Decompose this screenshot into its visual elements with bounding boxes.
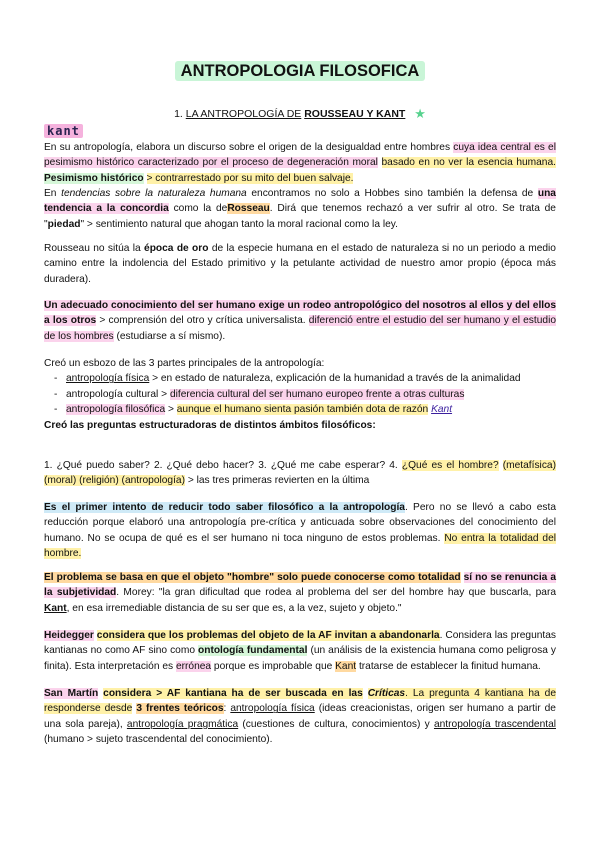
paragraph-10: San Martín considera > AF kantiana ha de ser buscada en las Críticas. La pregunta 4 kantiana ha de responderse desde 3 frentes teóricos: antropología física (ideas creacionistas, origen ser humano a partir de una sola pareja), antropología pragmática (cuestiones de cultura, conocimientos) y antropología trascendental (humano > sujeto trascendental del conocimiento). (44, 688, 556, 746)
star-icon: ★ (414, 106, 426, 121)
paragraph-1: En su antropología, elabora un discurso sobre el origen de la desigualdad entre hombres cuya idea central es el pesimismo histórico caracterizado por el proceso de degeneración moral basado en no ver la esencia humana. Pesimismo histórico > contrarrestado por su mito del buen salvaje. (44, 142, 556, 184)
anthropology-parts-list (44, 371, 556, 417)
paragraph-2: En tendencias sobre la naturaleza humana encontramos no solo a Hobbes sino también la defensa de una tendencia a la concordia como la deRosseau. Dirá que tenemos rechazó a ver sufrir al otro. Se trata de "piedad" > sentimiento natural que ahogan tanto la moral racional como la ley. (44, 188, 556, 230)
list-item: - antropología física > en estado de naturaleza, explicación de la humanidad a través de la animalidad (54, 373, 521, 385)
paragraph-3: Rousseau no sitúa la época de oro de la especie humana en el estado de naturaleza si no un periodo a medio camino entre la indolencia del Estado primitivo y la petulante actividad de nuestro amor propio (época más duradera). (44, 243, 556, 285)
document-title: ANTROPOLOGIA FILOSOFICA (0, 62, 600, 81)
paragraph-4: Un adecuado conocimiento del ser humano exige un rodeo antropológico del nosotros al ellos y del ellos a los otros > comprensión del otro y crítica universalista. diferenció entre el estudio del ser humano y el estudio de los hombres (estudiarse a sí mismo). (44, 300, 556, 342)
paragraph-8: El problema se basa en que el objeto "hombre" solo puede conocerse como totalidad sí no se renuncia a la subjetividad. Morey: "la gran dificultad que rodea al problema del ser del hombre hay que buscarla, para Kant, en esa irremediable distancia de su ser que es, a la vez, sujeto y objeto." (44, 572, 557, 614)
paragraph-5: Creó un esbozo de las 3 partes principales de la antropología: - antropología física > en estado de naturaleza, explicación de la humanidad a través de la animalidad - antropología cultural > diferencia cultural del ser humano europeo frente a otras culturas - antropología filosófica > aunque el humano sienta pasión también dota de razón Kant Creó las preguntas estructuradoras de distintos ámbitos filosóficos: (44, 356, 556, 433)
list-item: - antropología cultural > diferencia cultural del ser humano europeo frente a otras culturas (54, 388, 465, 400)
paragraph-6: 1. ¿Qué puedo saber? 2. ¿Qué debo hacer? 3. ¿Qué me cabe esperar? 4. ¿Qué es el hombre? (metafísica) (moral) (religión) (antropología) > las tres primeras revierten en la última (44, 460, 556, 487)
paragraph-7: Es el primer intento de reducir todo saber filosófico a la antropología. Pero no se llevó a cabo esta reducción porque elaboró una antropología pre-crítica y anticuada sobre observaciones del conocimiento del humano. No se ocupa de qué es el ser humano ni toca ninguno de estos problemas. No entra la totalidad del hombre. (44, 502, 557, 560)
paragraph-9: Heidegger considera que los problemas del objeto de la AF invitan a abandonarla. Considera las preguntas kantianas no como AF sino como ontología fundamental (un análisis de la existencia humana como peligrosa y finita). Esta interpretación es errónea porque es improbable que Kant tratarse de establecer la finitud humana. (44, 630, 557, 672)
list-item: - antropología filosófica > aunque el humano sienta pasión también dota de razón Kant (54, 404, 453, 416)
section-heading: 1. LA ANTROPOLOGÍA DE ROUSSEAU Y KANT ★ (174, 106, 426, 121)
handwritten-kant-label: kant (44, 124, 83, 138)
